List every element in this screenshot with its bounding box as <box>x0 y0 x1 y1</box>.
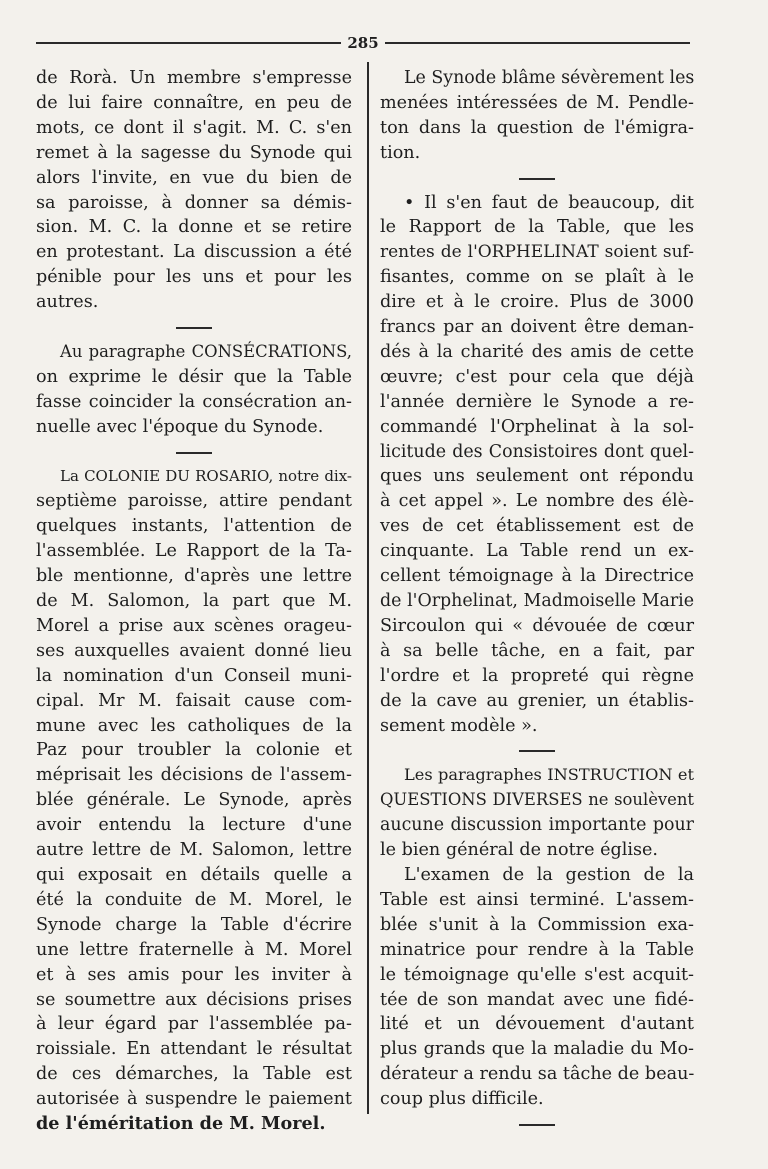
text-line: l'ordre et la propreté qui règne <box>380 665 694 686</box>
text-line: aucune discussion importante pour <box>380 815 694 836</box>
text-line: lité et un dévouement d'autant <box>380 1014 694 1035</box>
text-line: de lui faire connaître, en peu de <box>36 92 352 113</box>
text-line: roissiale. En attendant le résultat <box>36 1039 352 1060</box>
text-line: autorisée à suspendre le paiement <box>36 1089 352 1110</box>
text-line: de ces démarches, la Table est <box>36 1064 352 1085</box>
text-line: Synode charge la Table d'écrire <box>36 914 352 935</box>
text-line: de Rorà. Un membre s'empresse <box>36 68 352 88</box>
page-header <box>36 34 690 52</box>
text-line: septième paroisse, attire pendant <box>36 491 352 512</box>
text-line: ton dans la question de l'émigra- <box>380 117 694 138</box>
text-line: QUESTIONS DIVERSES ne soulèvent <box>380 790 694 810</box>
text-line: le témoignage qu'elle s'est acquit- <box>380 964 694 985</box>
text-line: cinquante. La Table rend un ex- <box>380 541 694 562</box>
section-separator <box>380 1112 694 1137</box>
column-divider <box>367 62 369 1114</box>
header-rule-right <box>385 42 690 44</box>
text-line: à sa belle tâche, en a fait, par <box>380 640 694 661</box>
text-line: de la cave au grenier, un établis- <box>380 690 694 711</box>
text-line: dire et à le croire. Plus de 3000 <box>380 292 694 313</box>
section-separator <box>36 315 352 340</box>
text-line: on exprime le désir que la Table <box>36 366 352 387</box>
text-line: remet à la sagesse du Synode qui <box>36 142 352 163</box>
text-line: autres. <box>36 292 99 313</box>
text-line: à leur égard par l'assemblée pa- <box>36 1014 352 1035</box>
text-line: méprisait les décisions de l'assem- <box>36 765 352 786</box>
text-line: Table est ainsi terminé. L'assem- <box>380 889 694 910</box>
text-line: tée de son mandat avec une fidé- <box>380 989 694 1010</box>
page-number: 285 <box>347 34 379 52</box>
text-line: cipal. Mr M. faisait cause com- <box>36 690 352 711</box>
text-line: se soumettre aux décisions prises <box>36 989 352 1010</box>
text-line: l'assemblée. Le Rapport de la Ta- <box>36 541 352 562</box>
text-line: fasse coincider la consécration an- <box>36 391 352 412</box>
text-line: avoir entendu la lecture d'une <box>36 815 352 836</box>
text-line: sement modèle ». <box>380 715 538 736</box>
text-line: qui exposait en détails quelle a <box>36 864 352 885</box>
section-separator <box>380 166 694 191</box>
text-line: licitude des Consistoires dont quel- <box>380 441 694 462</box>
text-line: Paz pour troubler la colonie et <box>36 740 352 761</box>
text-line: ses auxquelles avaient donné lieu <box>36 640 352 661</box>
text-line: quelques instants, l'attention de <box>36 516 352 537</box>
text-line: une lettre fraternelle à M. Morel <box>36 939 352 960</box>
text-line: blée s'unit à la Commission exa- <box>380 914 694 935</box>
header-rule-left <box>36 42 341 44</box>
text-line: Le Synode blâme sévèrement les <box>404 68 695 88</box>
text-line: à cet appel ». Le nombre des élè- <box>380 491 694 512</box>
text-line: ble mentionne, d'après une lettre <box>36 566 352 587</box>
text-line: pénible pour les uns et pour les <box>36 267 352 288</box>
text-line: de l'Orphelinat, Madmoiselle Marie <box>380 591 694 612</box>
text-line: cellent témoignage à la Directrice <box>380 566 694 587</box>
text-line: ques uns seulement ont répondu <box>380 466 694 487</box>
section-separator <box>380 738 694 763</box>
text-line: ves de cet établissement est de <box>380 516 694 537</box>
text-line: le bien général de notre église. <box>380 840 659 861</box>
text-line: plus grands que la maladie du Mo- <box>380 1039 694 1060</box>
text-line: • Il s'en faut de beaucoup, dit <box>404 192 694 213</box>
text-line: en protestant. La discussion a été <box>36 242 352 263</box>
text-line: L'examen de la gestion de la <box>404 864 694 885</box>
text-line: coup plus difficile. <box>380 1089 544 1110</box>
text-line: blée générale. Le Synode, après <box>36 790 352 811</box>
text-line: mune avec les catholiques de la <box>36 715 352 736</box>
text-line: sa paroisse, à donner sa démis- <box>36 192 352 213</box>
text-line: alors l'invite, en vue du bien de <box>36 167 352 188</box>
text-line: rentes de l'ORPHELINAT soient suf- <box>380 242 694 263</box>
right-column <box>380 66 694 1137</box>
text-line: la nomination d'un Conseil muni- <box>36 665 352 686</box>
text-line: fisantes, comme on se plaît à le <box>380 267 694 288</box>
text-line: autre lettre de M. Salomon, lettre <box>36 840 352 861</box>
text-line: Les paragraphes INSTRUCTION et <box>404 765 694 785</box>
left-column <box>36 66 352 1137</box>
text-line: nuelle avec l'époque du Synode. <box>36 416 324 437</box>
text-line: le Rapport de la Table, que les <box>380 217 694 238</box>
section-separator <box>36 440 352 465</box>
text-line: Sircoulon qui « dévouée de cœur <box>380 615 694 636</box>
text-line: Au paragraphe CONSÉCRATIONS, <box>60 341 352 361</box>
text-line: dés à la charité des amis de cette <box>380 341 694 362</box>
text-line: mots, ce dont il s'agit. M. C. s'en <box>36 117 352 138</box>
text-line: de l'éméritation de M. Morel. <box>36 1113 326 1135</box>
text-line: minatrice pour rendre à la Table <box>380 939 694 960</box>
text-line: francs par an doivent être deman- <box>380 317 694 338</box>
text-line: sion. M. C. la donne et se retire <box>36 217 352 238</box>
text-line: Morel a prise aux scènes orageu- <box>36 615 352 636</box>
text-line: La COLONIE DU ROSARIO, notre dix- <box>60 467 352 486</box>
text-line: été la conduite de M. Morel, le <box>36 889 352 910</box>
text-line: commandé l'Orphelinat à la sol- <box>380 416 694 437</box>
text-line: et à ses amis pour les inviter à <box>36 964 352 985</box>
text-line: l'année dernière le Synode a re- <box>380 391 694 412</box>
text-line: tion. <box>380 142 421 163</box>
text-line: menées intéressées de M. Pendle- <box>380 92 694 113</box>
text-line: œuvre; c'est pour cela que déjà <box>380 366 694 387</box>
text-line: de M. Salomon, la part que M. <box>36 591 352 611</box>
text-line: dérateur a rendu sa tâche de beau- <box>380 1064 695 1085</box>
